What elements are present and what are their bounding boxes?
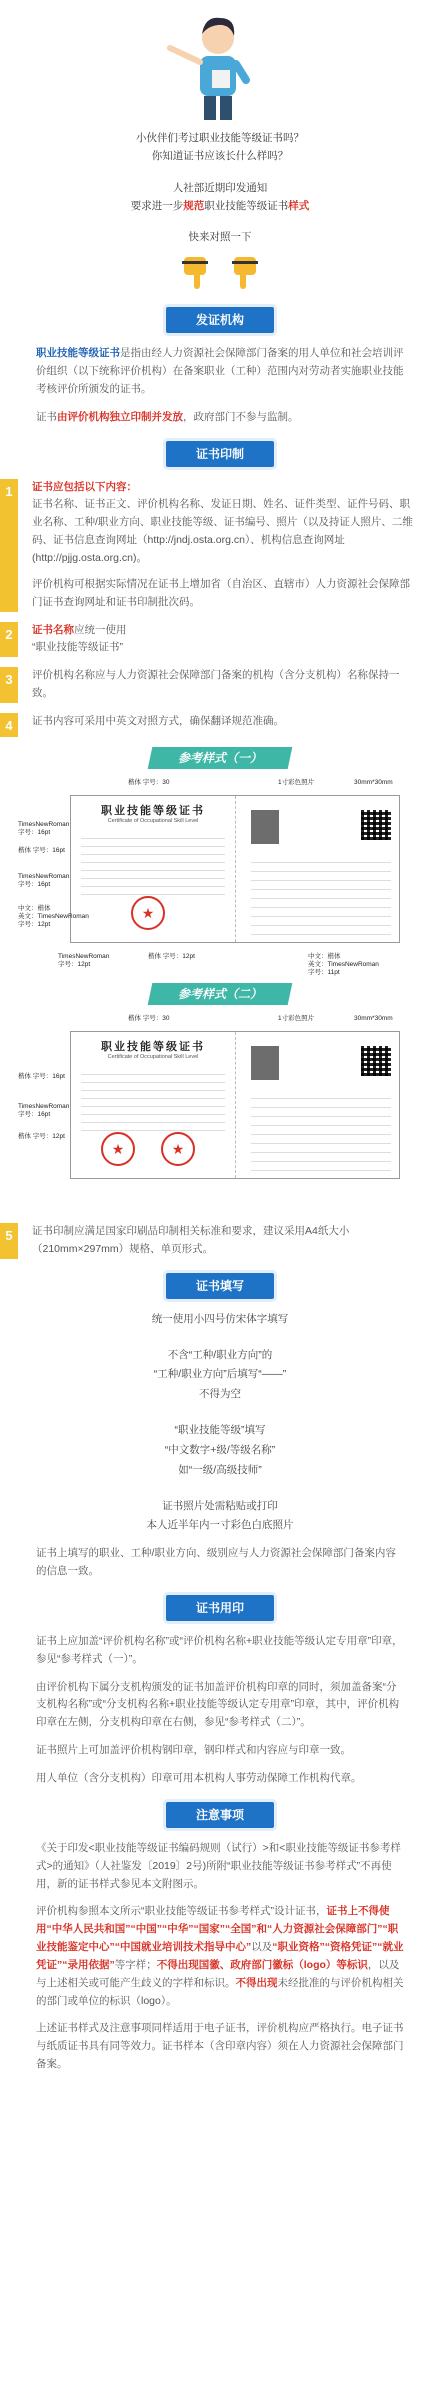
- certificate: [70, 1031, 400, 1179]
- sample-title-1: 参考样式（一）: [150, 747, 290, 769]
- pointing-down-hand-icon: [230, 255, 260, 291]
- filling-rule: “中文数字+级/等级名称”: [164, 1443, 276, 1456]
- item-number: 4: [0, 713, 18, 737]
- stamp-paragraph-4: 用人单位（含分支机构）印章可用本机构人事劳动保障工作机构代章。: [36, 1772, 362, 1784]
- item-number: 3: [0, 667, 18, 703]
- section-title-notice: 注意事项: [166, 1802, 274, 1828]
- stamp-paragraph-2: 由评价机构下属分支机构颁发的证书加盖评价机构印章的同时，须加盖备案“分支机构名称”或“分支机构名称+职业技能等级认定专用章”印章，其中，评价机构印章在左侧，分支机构印章在右侧，参见“参考样式（二）”。: [36, 1680, 400, 1729]
- annotation: 1寸彩色照片: [278, 778, 315, 786]
- certificate-title: 职业技能等级证书: [101, 804, 205, 817]
- printing-item-4: [0, 713, 440, 737]
- printing-item-5: [0, 1223, 440, 1259]
- qr-code-icon: [361, 810, 391, 840]
- photo-placeholder: [251, 1046, 279, 1080]
- filling-rule: 本人近半年内一寸彩色白底照片: [146, 1519, 294, 1532]
- notice-paragraph-1: 《关于印发<职业技能等级证书编码规则（试行）>和<职业技能等级证书参考样式>的通知》（人社鉴发〔2019〕2号)所附“职业技能等级证书参考样式”不再使用，新的证书样式参见本文附图示。: [36, 1841, 401, 1890]
- printing-item-1: [0, 479, 440, 612]
- photo-placeholder: [251, 810, 279, 844]
- section-title-printing: 证书印制: [166, 441, 274, 467]
- item-text: 评价机构可根据实际情况在证书上增加省（自治区、直辖市）人力资源社会保障部门证书查询网址和证书印制批次码。: [32, 577, 410, 608]
- intro-question-2: 你知道证书应该长什么样吗？: [151, 149, 289, 162]
- annotation: 楷体 字号：12pt: [148, 952, 195, 960]
- section-title-stamp: 证书用印: [166, 1595, 274, 1621]
- character-illustration: [160, 10, 280, 125]
- intro-notice-2: 要求进一步规范职业技能等级证书样式: [130, 199, 310, 212]
- annotation: 1寸彩色照片: [278, 1014, 315, 1022]
- section-title-filling: 证书填写: [166, 1273, 274, 1299]
- annotation: 楷体 字号：12pt: [18, 1132, 65, 1140]
- filling-paragraph: 证书上填写的职业、工种/职业方向、级别应与人力资源社会保障部门备案内容的信息一致。: [36, 1547, 396, 1578]
- notice-paragraph-3: 上述证书样式及注意事项同样适用于电子证书，评价机构应严格执行。电子证书与纸质证书具有同等效力。证书样本（含印章内容）须在人力资源社会保障部门备案。: [36, 2022, 404, 2071]
- printing-item-3: [0, 667, 440, 703]
- item-text: 证书名称应统一使用: [32, 623, 127, 636]
- intro-notice-1: 人社部近期印发通知: [172, 181, 268, 194]
- filling-rule: 不含“工种/职业方向”的: [167, 1348, 273, 1361]
- item-text: 证书名称、证书正文、评价机构名称、发证日期、姓名、证件类型、证件号码、职业名称、工种/职业方向、职业技能等级、证书编号、照片（以及持证人照片、二维码、证书信息查询网址（http://jndj.osta.org.cn）、机构信息查询网址(http://pjjg.osta.org.cn)。: [32, 498, 413, 564]
- item-text: “职业技能等级证书”: [32, 641, 123, 654]
- filling-rule: “工种/职业方向”后填写“——”: [153, 1368, 287, 1381]
- item-title: 证书应包括以下内容：: [32, 480, 137, 493]
- annotation: TimesNewRoman 字号：16pt: [18, 820, 70, 836]
- intro-question-1: 小伙伴们考过职业技能等级证书吗？: [136, 132, 304, 144]
- item-number: 2: [0, 622, 18, 658]
- filling-rule: 不得为空: [199, 1388, 241, 1401]
- filling-rule: “职业技能等级”填写: [174, 1424, 266, 1437]
- intro: [0, 130, 440, 247]
- annotation: 30mm*30mm: [354, 778, 393, 786]
- issuer-paragraph-1: 职业技能等级证书是指由经人力资源社会保障部门备案的用人单位和社会培训评价组织（以下统称评价机构）在备案职业（工种）范围内对劳动者实施职业技能考核评价所颁发的证书。: [36, 347, 404, 395]
- annotation: 楷体 字号：30: [128, 1014, 170, 1022]
- certificate-subtitle: Certificate of Occupational Skill Level: [107, 1054, 199, 1061]
- certificate: [70, 795, 400, 943]
- intro-notice-3: 快来对照一下: [188, 231, 252, 244]
- sample-title-2: 参考样式（二）: [150, 983, 290, 1005]
- section-title-issuer: 发证机构: [166, 307, 274, 333]
- annotation: TimesNewRoman 字号：16pt: [18, 872, 70, 888]
- annotation: TimesNewRoman 字号：12pt: [58, 952, 110, 968]
- notice-paragraph-2: 评价机构参照本文所示“职业技能等级证书参考样式”设计证书，证书上不得使用“中华人民共和国”“中国”“中华”“国家”“全国”和“人力资源社会保障部门”“职业技能鉴定中心”“中国就业培训技术指导中心”以及“职业资格”“资格凭证”“就业凭证”“录用依据”等字样；不得出现国徽、政府部门徽标（logo）等标识，以及与上述相关或可能产生歧义的字样和标识。不得出现未经批准的与评价机构相关的部门或单位的标识（logo）。: [36, 1905, 404, 2007]
- item-text: 评价机构名称应与人力资源社会保障部门备案的机构（含分支机构）名称保持一致。: [32, 669, 400, 700]
- filling-rules: [0, 1311, 440, 1536]
- seal-icon: ★: [101, 1132, 135, 1166]
- hero-illustration: [0, 0, 440, 130]
- annotation: 中文：楷体 英文：TimesNewRoman 字号：11pt: [308, 952, 379, 976]
- certificate-sample-2: [18, 1013, 422, 1213]
- issuer-paragraph-2: 证书由评价机构独立印制并发放，政府部门不参与监制。: [36, 410, 299, 423]
- item-text: 证书印制应满足国家印刷品印制相关标准和要求，建议采用A4纸大小（210mm×297mm）规格、单页形式。: [32, 1224, 350, 1255]
- annotation: 楷体 字号：16pt: [18, 846, 65, 854]
- stamp-paragraph-1: 证书上应加盖“评价机构名称”或“评价机构名称+职业技能等级认定专用章”印章，参见“参考样式（一）”。: [36, 1634, 403, 1665]
- stamp-paragraph-3: 证书照片上可加盖评价机构钢印章，钢印样式和内容应与印章一致。: [36, 1744, 351, 1757]
- item-number: 1: [0, 479, 18, 612]
- certificate-title: 职业技能等级证书: [101, 1040, 205, 1053]
- item-text: 证书内容可采用中英文对照方式，确保翻译规范准确。: [32, 714, 284, 727]
- annotation: TimesNewRoman 字号：16pt: [18, 1102, 70, 1118]
- annotation: 30mm*30mm: [354, 1014, 393, 1022]
- certificate-subtitle: Certificate of Occupational Skill Level: [107, 818, 199, 825]
- printing-item-2: [0, 622, 440, 658]
- filling-rule: 证书照片处需粘贴或打印: [162, 1499, 278, 1512]
- certificate-sample-1: [18, 777, 422, 977]
- pointing-down-hand-icon: [180, 255, 210, 291]
- item-number: 5: [0, 1223, 18, 1259]
- pointing-hands: [0, 255, 440, 291]
- filling-rule: 如“一级/高级技师”: [178, 1463, 262, 1476]
- filling-rule: 统一使用小四号仿宋体字填写: [151, 1312, 289, 1325]
- annotation: 楷体 字号：16pt: [18, 1072, 65, 1080]
- annotation: 中文：楷体 英文：TimesNewRoman 字号：12pt: [18, 904, 89, 928]
- annotation: 楷体 字号：30: [128, 778, 170, 786]
- seal-icon: ★: [161, 1132, 195, 1166]
- qr-code-icon: [361, 1046, 391, 1076]
- seal-icon: ★: [131, 896, 165, 930]
